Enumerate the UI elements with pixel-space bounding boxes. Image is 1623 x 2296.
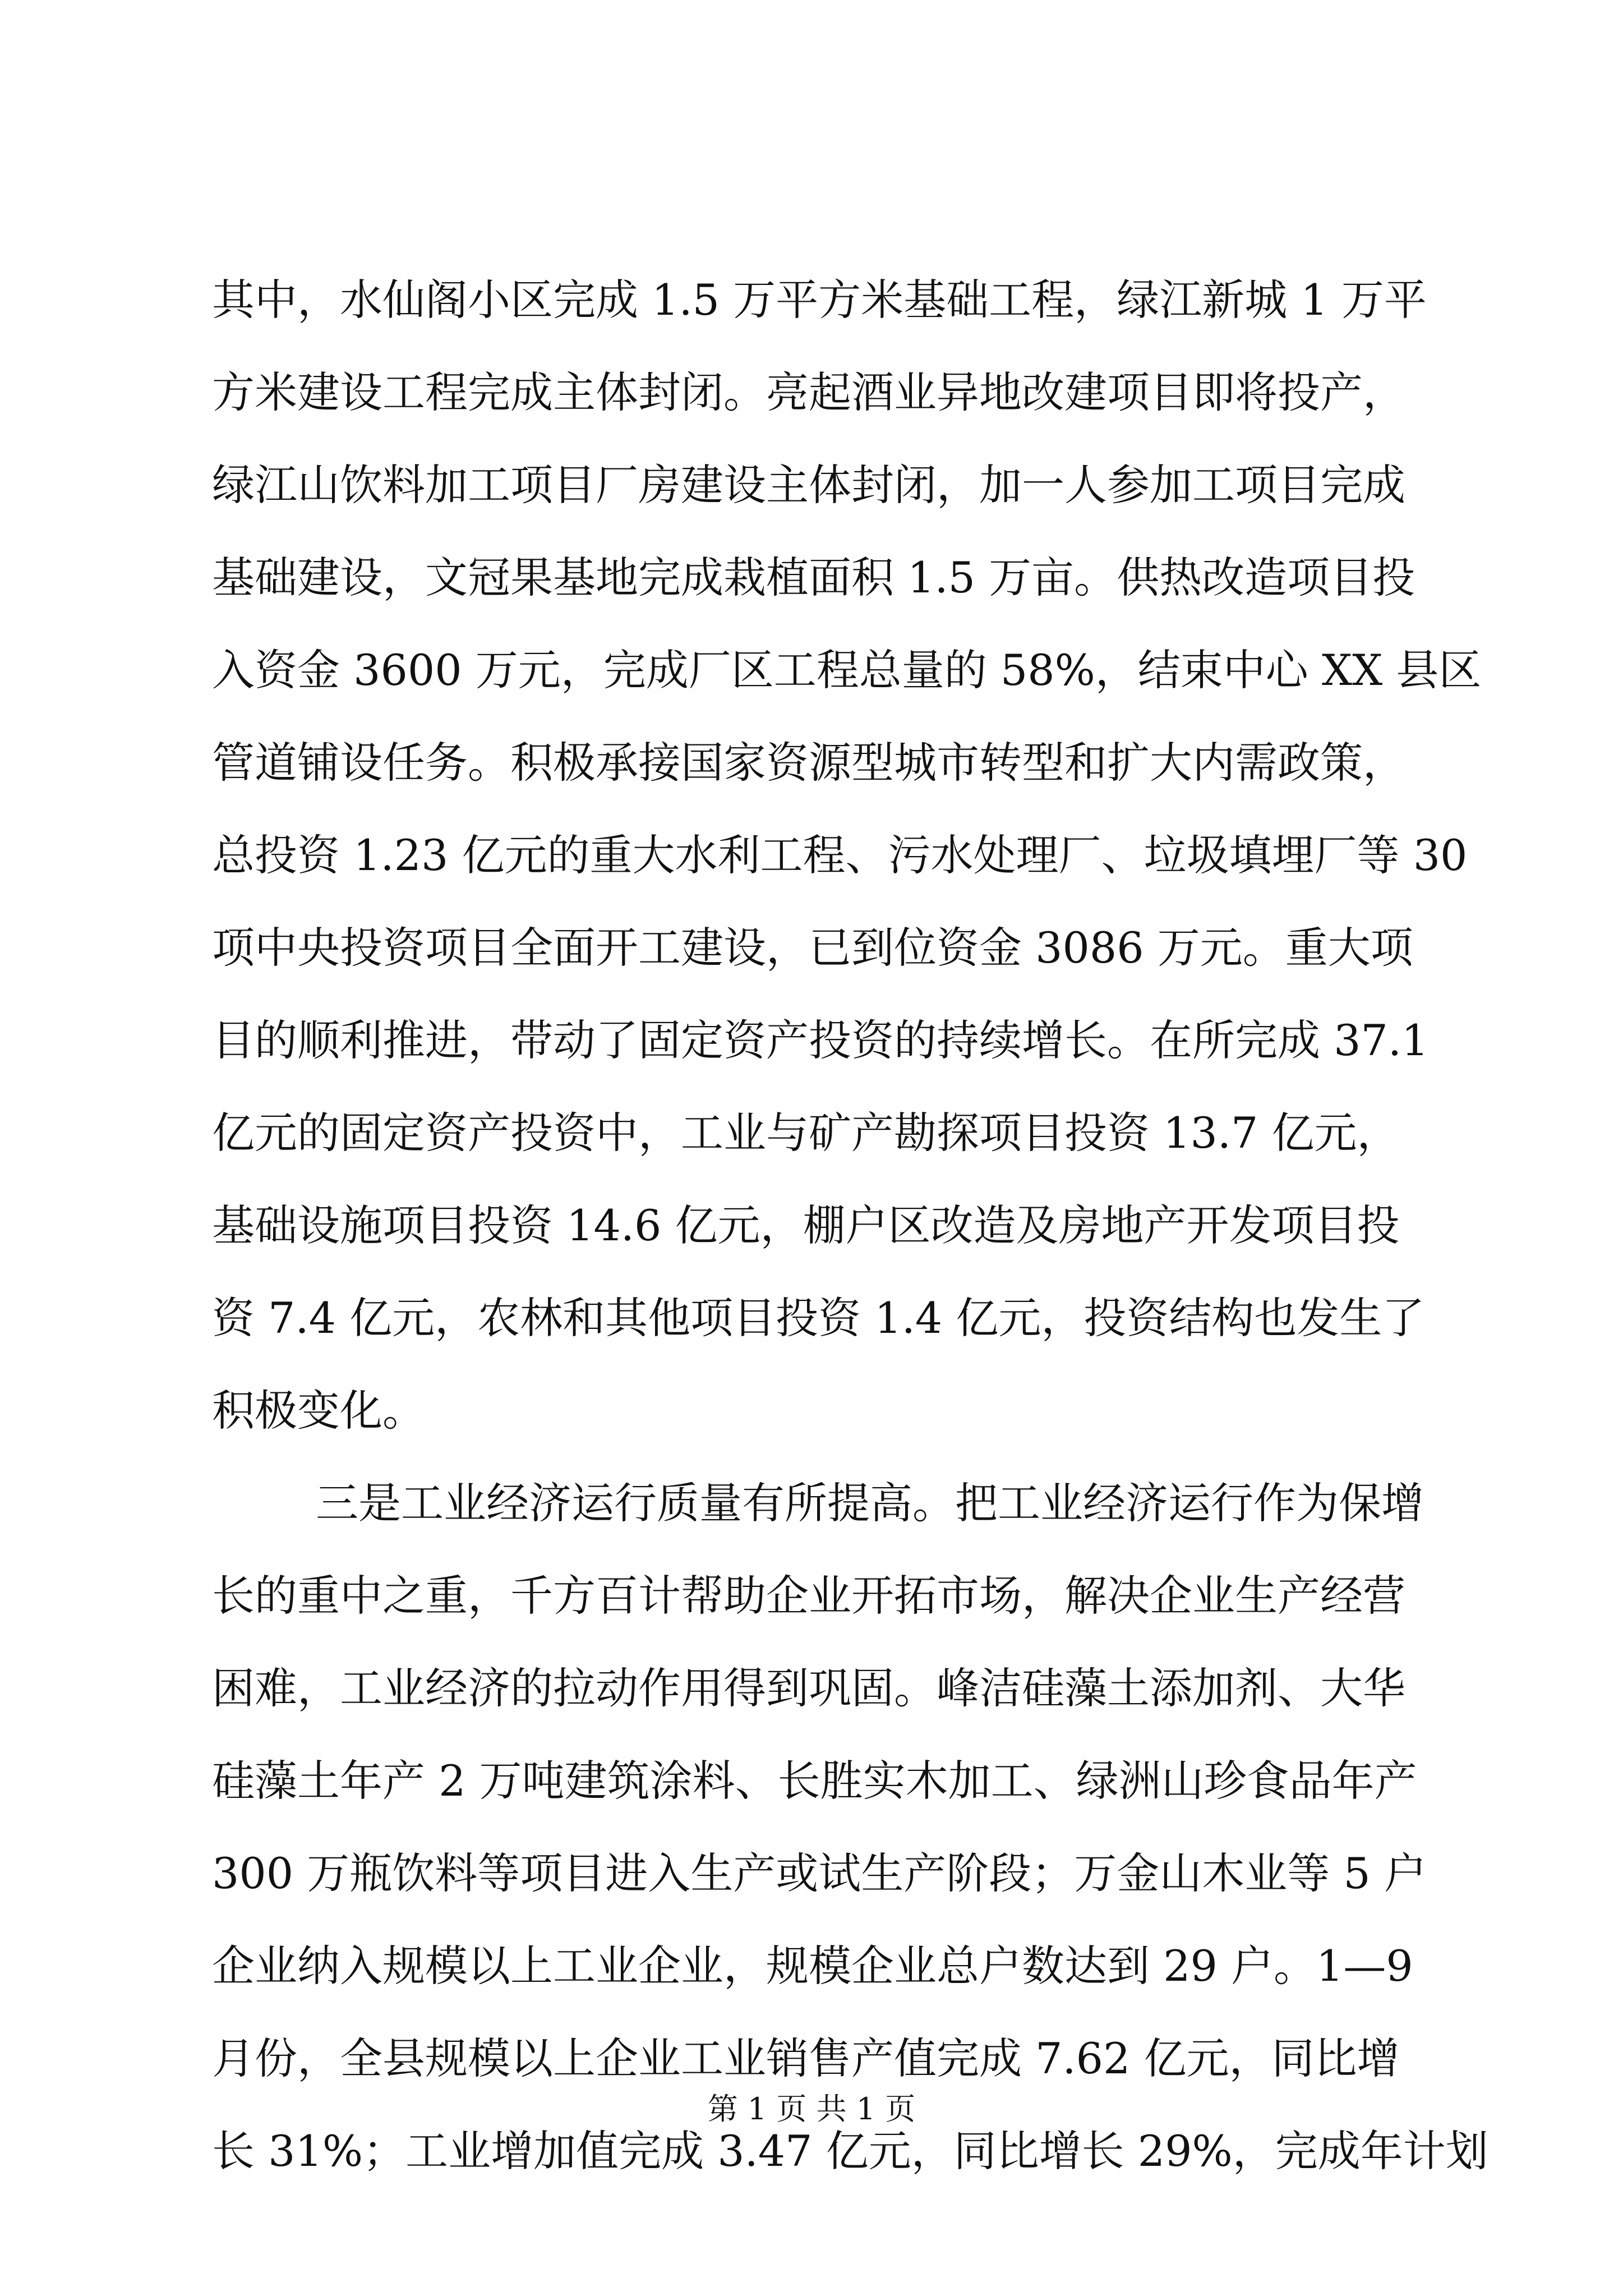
document-body	[212, 254, 1488, 2197]
text-line: 绿江山饮料加工项目厂房建设主体封闭，加一人参加工项目完成	[212, 460, 1405, 510]
text-line: 入资金 3600 万元，完成厂区工程总量的 58%，结束中心 XX 县区	[212, 645, 1482, 695]
text-line: 300 万瓶饮料等项目进入生产或试生产阶段；万金山木业等 5 户	[212, 1848, 1427, 1898]
text-line: 管道铺设任务。积极承接国家资源型城市转型和扩大内需政策，	[212, 738, 1405, 788]
text-line: 总投资 1.23 亿元的重大水利工程、污水处理厂、垃圾填埋厂等 30	[212, 830, 1468, 880]
text-line: 亿元的固定资产投资中，工业与矿产勘探项目投资 13.7 亿元，	[212, 1108, 1400, 1158]
text-line: 三是工业经济运行质量有所提高。把工业经济运行作为保增	[316, 1478, 1424, 1528]
text-line: 月份，全县规模以上企业工业销售产值完成 7.62 亿元，同比增	[212, 2033, 1400, 2083]
paragraph-1	[212, 254, 1482, 1457]
text-line: 长的重中之重，千方百计帮助企业开拓市场，解决企业生产经营	[212, 1571, 1405, 1621]
text-line: 目的顺利推进，带动了固定资产投资的持续增长。在所完成 37.1	[212, 1015, 1429, 1065]
text-line: 长 31%；工业增加值完成 3.47 亿元，同比增长 29%，完成年计划	[212, 2126, 1488, 2176]
text-line: 基础设施项目投资 14.6 亿元，棚户区改造及房地产开发项目投	[212, 1200, 1400, 1250]
text-line: 资 7.4 亿元，农林和其他项目投资 1.4 亿元，投资结构也发生了	[212, 1293, 1425, 1343]
text-line: 硅藻土年产 2 万吨建筑涂料、长胜实木加工、绿洲山珍食品年产	[212, 1756, 1417, 1806]
page-number-footer: 第 1 页 共 1 页	[707, 2091, 916, 2127]
text-line: 其中，水仙阁小区完成 1.5 万平方米基础工程，绿江新城 1 万平	[212, 275, 1427, 325]
text-line: 项中央投资项目全面开工建设，已到位资金 3086 万元。重大项	[212, 923, 1413, 973]
text-line: 困难，工业经济的拉动作用得到巩固。峰洁硅藻土添加剂、大华	[212, 1663, 1405, 1713]
text-line: 基础建设，文冠果基地完成栽植面积 1.5 万亩。供热改造项目投	[212, 553, 1415, 602]
text-line: 方米建设工程完成主体封闭。亮起酒业异地改建项目即将投产，	[212, 367, 1405, 417]
paragraph-2	[212, 1457, 1488, 2197]
text-line: 积极变化。	[212, 1386, 425, 1435]
text-line: 企业纳入规模以上工业企业，规模企业总户数达到 29 户。1—9	[212, 1941, 1413, 1991]
